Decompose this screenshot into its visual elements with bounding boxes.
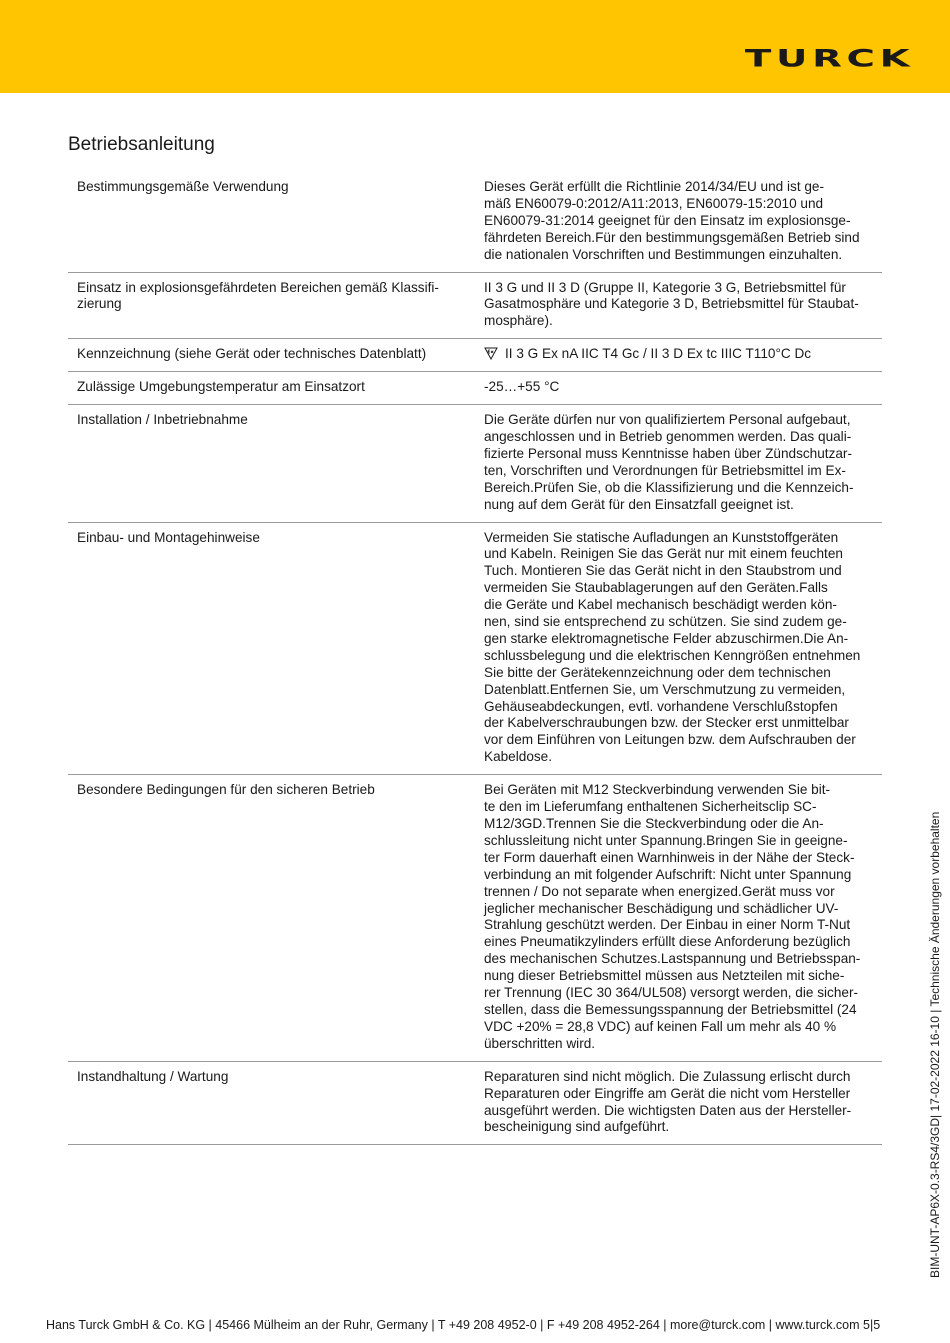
row-label: Installation / Inbetriebnahme <box>68 405 475 522</box>
row-value: Die Geräte dürfen nur von qualifiziertem Personal aufgebaut, angeschlossen und in Betrieb genommen werden. Das quali- fizierte Personal muss Kenntnisse haben über Zündschutzar- ten, Vorschriften und Verordnungen für Betriebsmittel im Ex- Bereich.Prüfen Sie, ob die Klassifizierung und die Kennzeich- nung auf dem Gerät für den Einsatzfall geeignet ist. <box>475 405 882 522</box>
row-value: Dieses Gerät erfüllt die Richtlinie 2014/34/EU und ist ge- mäß EN60079-0:2012/A11:2013, EN60079-15:2010 und EN60079-31:2014 geeignet für den Einsatz im explosionsge- fährdeten Bereich.Für den bestimmungsgemäßen Betrieb sind die nationalen Vorschriften und Bestimmungen einzuhalten. <box>475 172 882 272</box>
row-value: Vermeiden Sie statische Aufladungen an Kunststoffgeräten und Kabeln. Reinigen Sie das Gerät nur mit einem feuchten Tuch. Montieren Sie das Gerät nicht in den Staubstrom und vermeiden Sie Staubablagerungen auf den Geräten.Falls die Geräte und Kabel mechanisch beschädigt werden kön- nen, sind sie entsprechend zu schützen. Sie sind zudem ge- gen starke elektromagnetische Felder abzuschirmen.Die An- schlussbelegung und die elektrischen Kenngrößen entnehmen Sie bitte der Gerätekennzeichnung oder dem technischen Datenblatt.Entfernen Sie, um Verschmutzung zu vermeiden, Gehäuseabdeckungen, evtl. vorhandene Verschlußstopfen der Kabelverschraubungen bzw. der Stecker erst unmittelbar vor dem Einführen von Leitungen bzw. dem Aufschrauben der Kabeldose. <box>475 522 882 775</box>
row-value: Bei Geräten mit M12 Steckverbindung verwenden Sie bit- te den im Lieferumfang enthaltenen Sicherheitsclip SC- M12/3GD.Trennen Sie die Steckverbindung oder die An- schlussleitung nicht unter Spannung.Bringen Sie in geeigne- ter Form dauerhaft einen Warnhinweis in der Nähe der Steck- verbindung an mit folgender Aufschrift: Nicht unter Spannung trennen / Do not separate when energized.Gerät muss vor jeglicher mechanischer Beschädigung und schädlicher UV- Strahlung geschützt werden. Der Einbau in einer Norm T-Nut eines Pneumatikzylinders erfüllt diese Anforderung bezüglich des mechanischen Schutzes.Lastspannung und Betriebsspan- nung dieser Betriebsmittel müssen aus Netzteilen mit siche- rer Trennung (IEC 30 364/UL508) versorgt werden, die sicher- stellen, dass die Bemessungsspannung der Betriebsmittel (24 VDC +20% = 28,8 VDC) auf keinen Fall um mehr als 40 % überschritten wird. <box>475 775 882 1062</box>
table-row <box>68 172 882 272</box>
turck-logo: TURCK <box>744 44 914 73</box>
row-value <box>475 339 882 372</box>
table-row <box>68 372 882 405</box>
table-row <box>68 775 882 1062</box>
table-row <box>68 1061 882 1145</box>
table-row <box>68 272 882 339</box>
row-label: Kennzeichnung (siehe Gerät oder technisches Datenblatt) <box>68 339 475 372</box>
table-row <box>68 339 882 372</box>
row-label: Besondere Bedingungen für den sicheren Betrieb <box>68 775 475 1062</box>
header-band <box>0 0 950 93</box>
row-value: Reparaturen sind nicht möglich. Die Zulassung erlischt durch Reparaturen oder Eingriffe am Gerät die nicht vom Hersteller ausgeführt werden. Die wichtigsten Daten aus der Hersteller- bescheinigung sind aufgeführt. <box>475 1061 882 1145</box>
ex-mark-icon <box>484 347 498 360</box>
operating-instructions-table <box>68 172 882 1145</box>
table-row <box>68 522 882 775</box>
row-value: II 3 G und II 3 D (Gruppe II, Kategorie 3 G, Betriebsmittel für Gasatmosphäre und Kategorie 3 D, Betriebsmittel für Staubat- mosphäre). <box>475 272 882 339</box>
page-title: Betriebsanleitung <box>68 134 215 155</box>
row-label: Einsatz in explosionsgefährdeten Bereichen gemäß Klassifi- zierung <box>68 272 475 339</box>
row-value: -25…+55 °C <box>475 372 882 405</box>
footer: Hans Turck GmbH & Co. KG | 45466 Mülheim an der Ruhr, Germany | T +49 208 4952-0 | F +49 208 4952-264 | more@turck.com | www.turck.com 5|5 <box>46 1318 881 1332</box>
row-label: Einbau- und Montagehinweise <box>68 522 475 775</box>
row-label: Bestimmungsgemäße Verwendung <box>68 172 475 272</box>
document-side-note: BIM-UNT-AP6X-0.3-RS4/3GD| 17-02-2022 16-10 | Technische Änderungen vorbehalten <box>928 811 942 1278</box>
row-label: Zulässige Umgebungstemperatur am Einsatzort <box>68 372 475 405</box>
row-label: Instandhaltung / Wartung <box>68 1061 475 1145</box>
table-row <box>68 405 882 522</box>
marking-text: II 3 G Ex nA IIC T4 Gc / II 3 D Ex tc IIIC T110°C Dc <box>505 346 812 362</box>
